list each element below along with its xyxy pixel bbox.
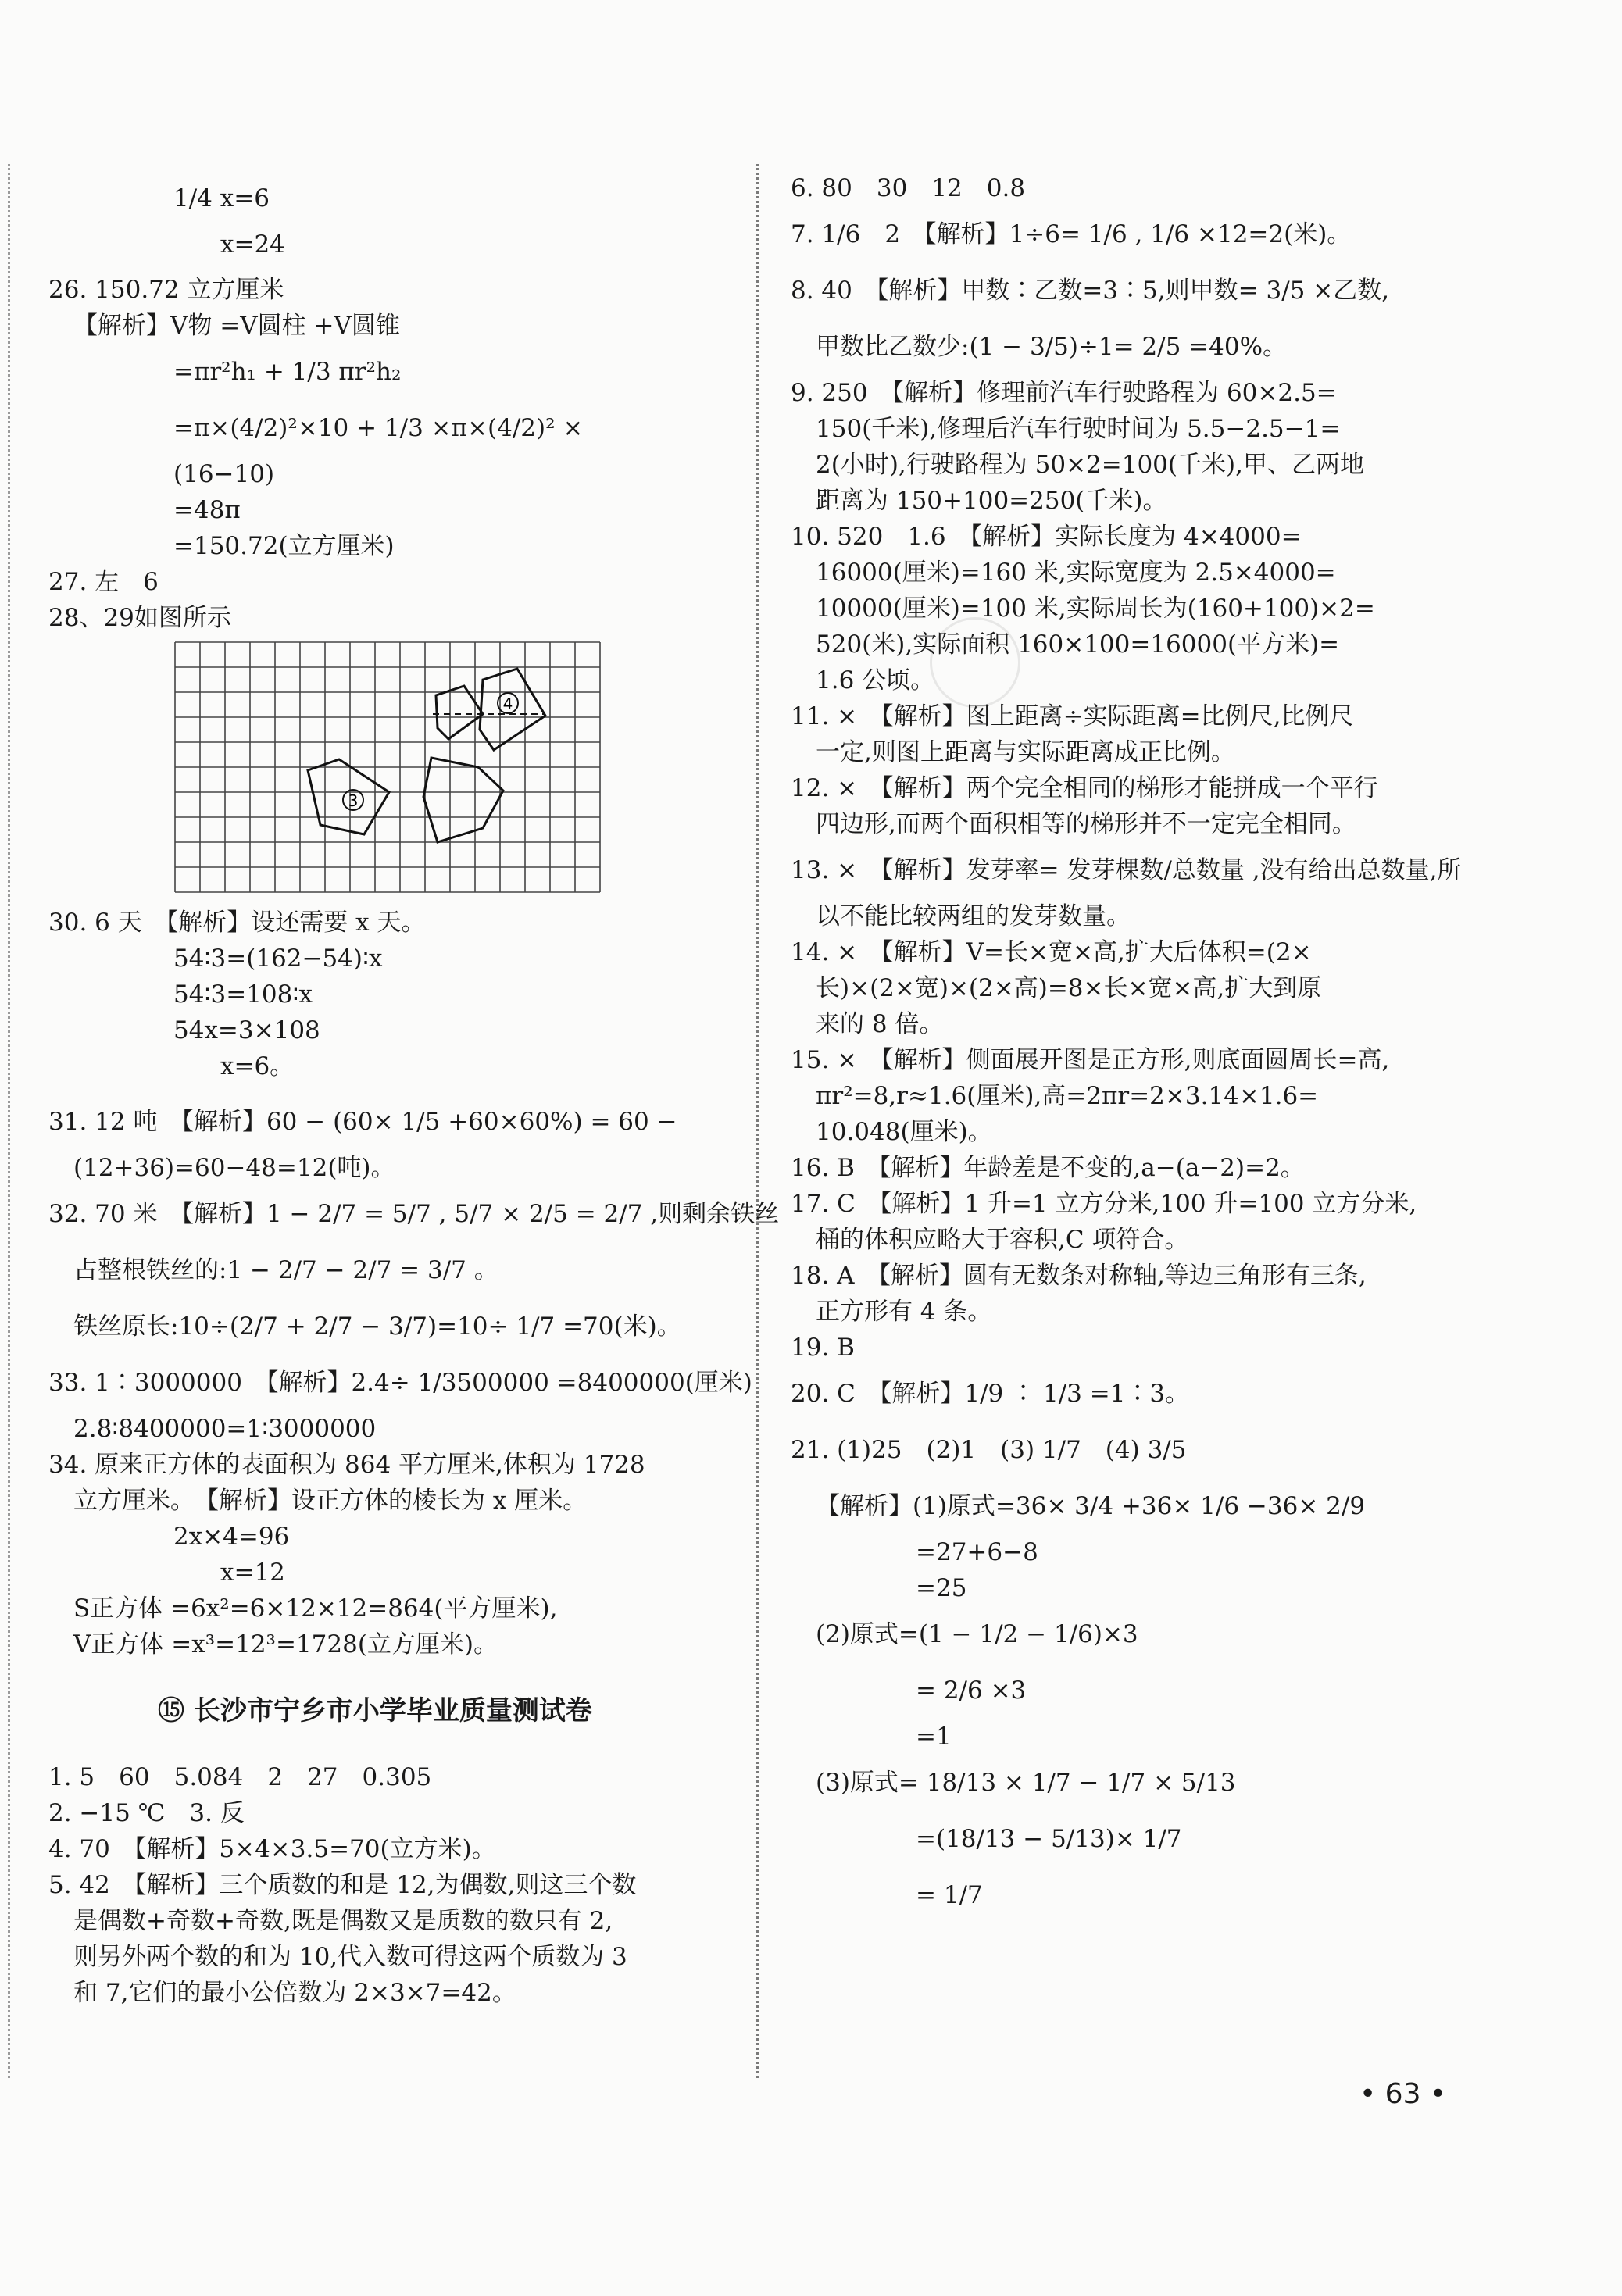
- section-title: ⑮ 长沙市宁乡市小学毕业质量测试卷: [158, 1695, 592, 1726]
- answer-line: S正方体 =6x²=6×12×12=864(平方厘米),: [73, 1594, 558, 1623]
- label-3: 3: [348, 791, 359, 810]
- answer-line: 54∶3=(162−54)∶x: [173, 944, 383, 973]
- grid-lines: [175, 642, 600, 892]
- answer-line: =1: [916, 1723, 952, 1751]
- answer-line: 54x=3×108: [173, 1016, 320, 1044]
- answer-line: 1. 5 60 5.084 2 27 0.305: [48, 1763, 432, 1791]
- answer-line: x=12: [220, 1559, 285, 1587]
- answer-line: 30. 6 天 【解析】设还需要 x 天。: [48, 909, 426, 937]
- answer-line: 20. C 【解析】1/9 ∶ 1/3 =1∶3。: [791, 1380, 1190, 1408]
- answer-line: (16−10): [173, 460, 275, 488]
- answer-line: 10.048(厘米)。: [816, 1118, 992, 1146]
- answer-line: 【解析】V物 =V圆柱 +V圆锥: [73, 312, 400, 340]
- answer-line: 17. C 【解析】1 升=1 立方分米,100 升=100 立方分米,: [791, 1190, 1417, 1218]
- answer-line: 13. × 【解析】发芽率= 发芽棵数/总数量 ,没有给出总数量,所: [791, 856, 1462, 884]
- answer-line: 正方形有 4 条。: [816, 1298, 992, 1326]
- answer-line: 距离为 150+100=250(千米)。: [816, 487, 1167, 515]
- answer-line: 150(千米),修理后汽车行驶时间为 5.5−2.5−1=: [816, 415, 1341, 443]
- answer-line: 6. 80 30 12 0.8: [791, 174, 1026, 202]
- answer-line: =25: [916, 1574, 967, 1602]
- right-column: [791, 170, 1572, 1923]
- answer-line: 5. 42 【解析】三个质数的和是 12,为偶数,则这三个数: [48, 1871, 637, 1899]
- answer-line: 9. 250 【解析】修理前汽车行驶路程为 60×2.5=: [791, 379, 1337, 407]
- answer-line: = 1/7: [916, 1881, 983, 1909]
- answer-line: 54∶3=108∶x: [173, 980, 313, 1009]
- grid-figure: [173, 641, 736, 898]
- answer-line: (2)原式=(1 − 1/2 − 1/6)×3: [816, 1620, 1138, 1648]
- answer-line: 520(米),实际面积 160×100=16000(平方米)=: [816, 630, 1340, 659]
- answer-line: 19. B: [791, 1334, 855, 1362]
- answer-line: =27+6−8: [916, 1538, 1038, 1566]
- answer-line: =150.72(立方厘米): [173, 532, 395, 560]
- answer-line: 27. 左 6: [48, 568, 159, 596]
- answer-line: 16000(厘米)=160 米,实际宽度为 2.5×4000=: [816, 559, 1336, 587]
- answer-line: 34. 原来正方体的表面积为 864 平方厘米,体积为 1728: [48, 1451, 645, 1479]
- answer-line: 立方厘米。 【解析】设正方体的棱长为 x 厘米。: [73, 1487, 588, 1515]
- shape-transformed-3: [423, 758, 503, 842]
- answer-line: 1.6 公顷。: [816, 666, 935, 695]
- answer-line: 10. 520 1.6 【解析】实际长度为 4×4000=: [791, 523, 1302, 551]
- answer-line: 33. 1∶3000000 【解析】2.4÷ 1/3500000 =8400000(厘米): [48, 1369, 752, 1397]
- answer-line: 【解析】(1)原式=36× 3/4 +36× 1/6 −36× 2/9: [816, 1492, 1366, 1520]
- answer-line: 10000(厘米)=100 米,实际周长为(160+100)×2=: [816, 595, 1375, 623]
- answer-line: 占整根铁丝的:1 − 2/7 − 2/7 = 3/7 。: [73, 1256, 498, 1284]
- answer-line: 桶的体积应略大于容积,C 项符合。: [816, 1226, 1189, 1254]
- answer-line: 31. 12 吨 【解析】60 − (60× 1/5 +60×60%) = 60 −: [48, 1108, 677, 1136]
- answer-line: 4. 70 【解析】5×4×3.5=70(立方米)。: [48, 1835, 496, 1863]
- answer-line: 来的 8 倍。: [816, 1010, 944, 1038]
- answer-line: 和 7,它们的最小公倍数为 2×3×7=42。: [73, 1979, 516, 2007]
- column-divider: [756, 164, 759, 2078]
- answer-line: 2(小时),行驶路程为 50×2=100(千米),甲、乙两地: [816, 451, 1364, 479]
- answer-line: x=6。: [220, 1052, 295, 1080]
- answer-line: 8. 40 【解析】甲数∶乙数=3∶5,则甲数= 3/5 ×乙数,: [791, 277, 1390, 305]
- answer-line: 28、29如图所示: [48, 604, 231, 632]
- answer-line: 甲数比乙数少:(1 − 3/5)÷1= 2/5 =40%。: [816, 333, 1288, 361]
- answer-line: 16. B 【解析】年龄差是不变的,a−(a−2)=2。: [791, 1154, 1305, 1182]
- answer-line: 铁丝原长:10÷(2/7 + 2/7 − 3/7)=10÷ 1/7 =70(米)。: [73, 1312, 681, 1341]
- answer-line: 2. −15 ℃ 3. 反: [48, 1799, 245, 1827]
- answer-line: 2.8∶8400000=1∶3000000: [73, 1415, 377, 1443]
- shape-4-image: [436, 686, 483, 739]
- answer-line: 26. 150.72 立方厘米: [48, 276, 284, 304]
- answer-line: =π×(4/2)²×10 + 1/3 ×π×(4/2)² ×: [173, 414, 584, 442]
- answer-line: 7. 1/6 2 【解析】1÷6= 1/6 , 1/6 ×12=2(米)。: [791, 220, 1352, 248]
- answer-line: =48π: [173, 496, 241, 524]
- answer-line: 以不能比较两组的发芽数量。: [816, 902, 1131, 930]
- answer-line: 则另外两个数的和为 10,代入数可得这两个质数为 3: [73, 1943, 627, 1971]
- answer-line: x=24: [220, 230, 285, 259]
- answer-line: 11. × 【解析】图上距离÷实际距离=比例尺,比例尺: [791, 702, 1354, 730]
- answer-line: 18. A 【解析】圆有无数条对称轴,等边三角形有三条,: [791, 1262, 1367, 1290]
- grid-svg: [173, 641, 608, 895]
- answer-line: 15. × 【解析】侧面展开图是正方形,则底面圆周长=高,: [791, 1046, 1390, 1074]
- answer-line: πr²=8,r≈1.6(厘米),高=2πr=2×3.14×1.6=: [816, 1082, 1319, 1110]
- left-column: [48, 170, 780, 2011]
- page-number: • 63 •: [1359, 2078, 1447, 2110]
- answer-line: =πr²h₁ + 1/3 πr²h₂: [173, 358, 402, 386]
- answer-line: 四边形,而两个面积相等的梯形并不一定完全相同。: [816, 810, 1356, 838]
- answer-line: =(18/13 − 5/13)× 1/7: [916, 1825, 1182, 1853]
- answer-line: (12+36)=60−48=12(吨)。: [73, 1154, 395, 1182]
- answer-line: = 2/6 ×3: [916, 1676, 1027, 1705]
- answer-line: 2x×4=96: [173, 1523, 290, 1551]
- left-margin-rule: [8, 164, 10, 2078]
- answer-line: 12. × 【解析】两个完全相同的梯形才能拼成一个平行: [791, 774, 1378, 802]
- answer-line: 长)×(2×宽)×(2×高)=8×长×宽×高,扩大到原: [816, 974, 1322, 1002]
- answer-line: 1/4 x=6: [173, 184, 270, 212]
- answer-line: 32. 70 米 【解析】1 − 2/7 = 5/7 , 5/7 × 2/5 = 2/7 ,则剩余铁丝: [48, 1200, 780, 1228]
- answer-line: 一定,则图上距离与实际距离成正比例。: [816, 738, 1235, 766]
- answer-line: (3)原式= 18/13 × 1/7 − 1/7 × 5/13: [816, 1769, 1236, 1797]
- answer-line: 21. (1)25 (2)1 (3) 1/7 (4) 3/5: [791, 1436, 1187, 1464]
- answer-line: 14. × 【解析】V=长×宽×高,扩大后体积=(2×: [791, 938, 1312, 966]
- label-4: 4: [502, 695, 513, 713]
- answer-line: V正方体 =x³=12³=1728(立方厘米)。: [73, 1630, 498, 1659]
- answer-line: 是偶数+奇数+奇数,既是偶数又是质数的数只有 2,: [73, 1907, 613, 1935]
